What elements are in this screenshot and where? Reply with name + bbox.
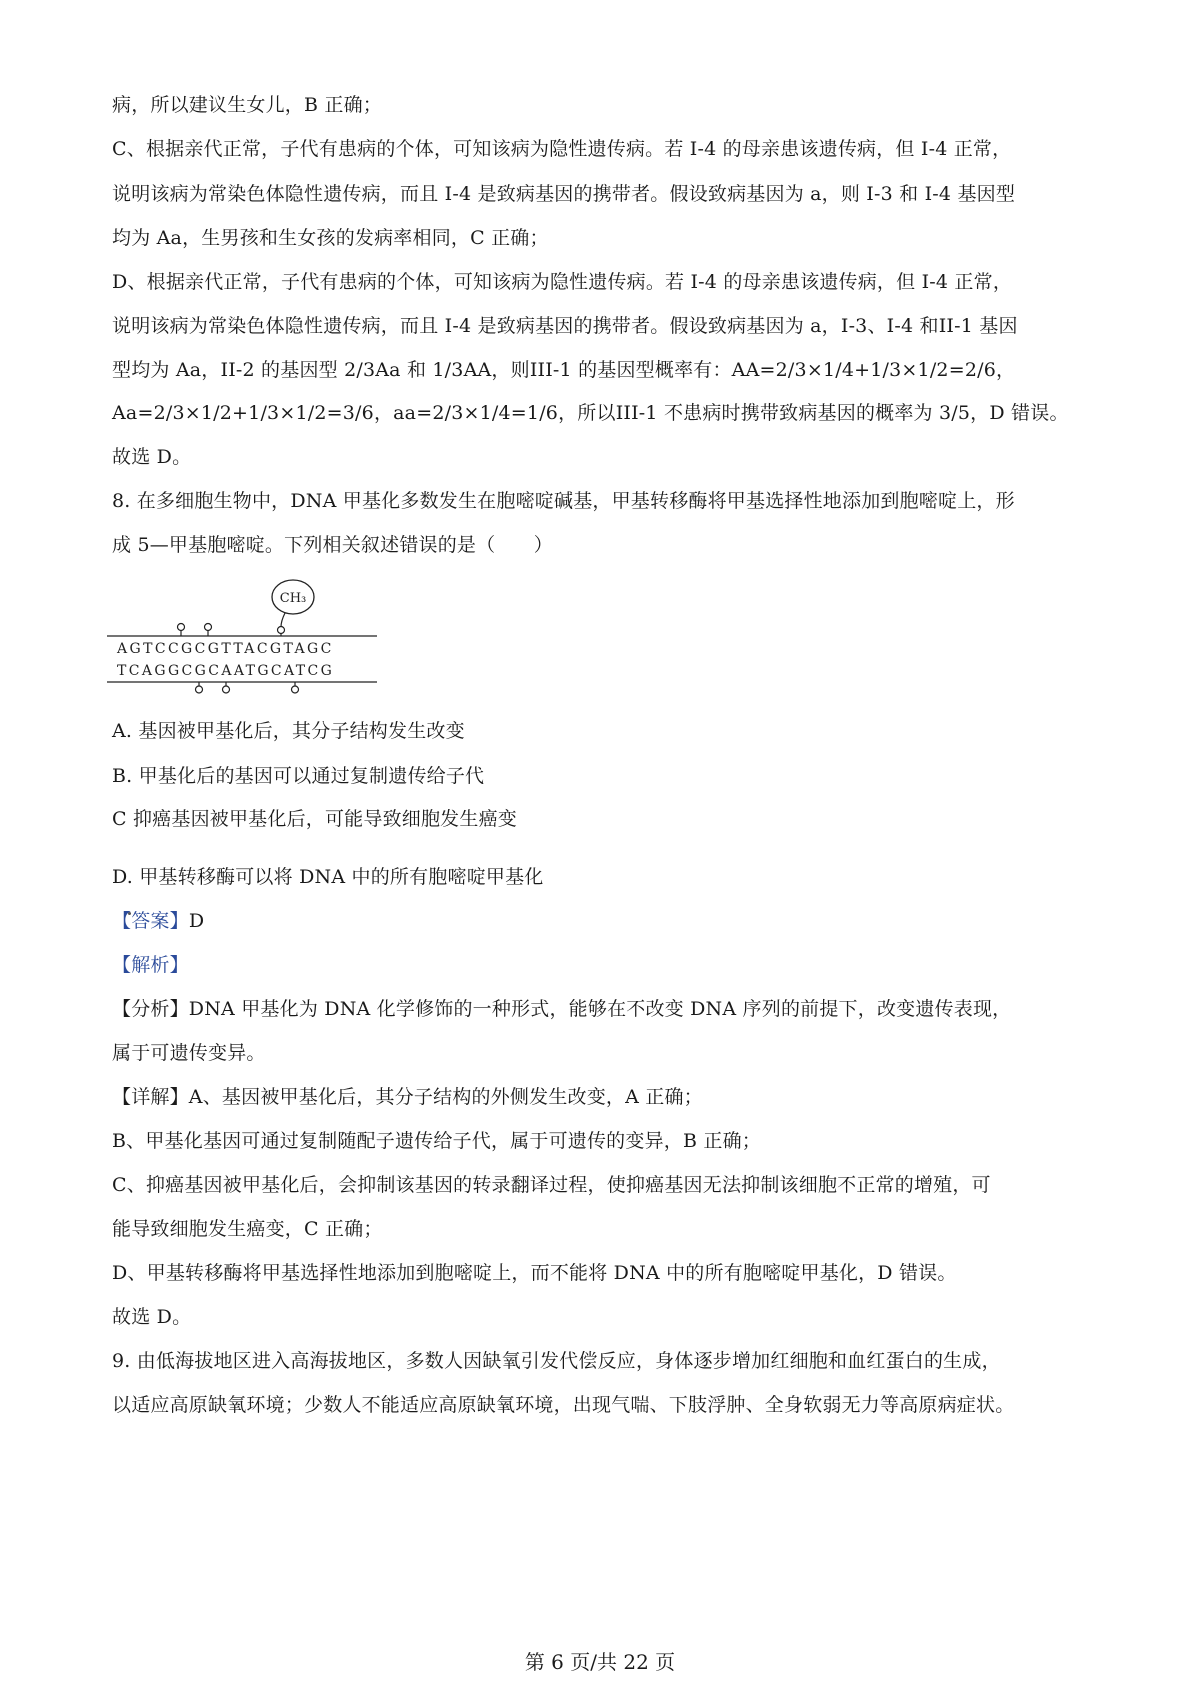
methyl-marker-bottom [223,686,230,693]
text-line: C、根据亲代正常，子代有患病的个体，可知该病为隐性遗传病。若 I-4 的母亲患该遗传病，但 I-4 正常， [112,138,1012,160]
text-line: 说明该病为常染色体隐性遗传病，而且 I-4 是致病基因的携带者。假设致病基因为 a，则 I-3 和 I-4 基因型 [112,183,1016,205]
text-line: 病，所以建议生女儿，B 正确； [112,94,383,116]
dna-strands-figure [105,575,385,695]
answer-line [112,907,204,935]
question-8-line: 成 5—甲基胞嘧啶。下列相关叙述错误的是（ ） [112,534,553,556]
question-9-line: 以适应高原缺氧环境；少数人不能适应高原缺氧环境，出现气喘、下肢浮肿、全身软弱无力等高原病症状。 [112,1394,1015,1416]
analysis-tag: 【解析】 [112,954,189,976]
methyl-marker-top [205,624,212,631]
analysis-line: 故选 D。 [112,1306,192,1328]
top-strand-sequence: AGTCCGCGTTACGTAGC [117,641,334,657]
analysis-line: B、甲基化基因可通过复制随配子遗传给子代，属于可遗传的变异，B 正确； [112,1130,761,1152]
methyl-balloon-tail [281,613,285,627]
question-9-line: 9. 由低海拔地区进入高海拔地区，多数人因缺氧引发代偿反应，身体逐步增加红细胞和血红蛋白的生成， [112,1350,1001,1372]
option-b: B. 甲基化后的基因可以通过复制遗传给子代 [112,765,485,787]
methyl-marker-bottom [292,686,299,693]
analysis-line: 【详解】A、基因被甲基化后，其分子结构的外侧发生改变，A 正确； [112,1086,703,1108]
text-line: 故选 D。 [112,446,192,468]
methyl-marker-top [178,624,185,631]
question-8-line: 8. 在多细胞生物中，DNA 甲基化多数发生在胞嘧啶碱基，甲基转移酶将甲基选择性地添加到胞嘧啶上，形 [112,490,1015,512]
answer-value: D [188,910,205,932]
analysis-line: 属于可遗传变异。 [112,1042,266,1064]
text-line: Aa=2/3×1/2+1/3×1/2=3/6，aa=2/3×1/4=1/6，所以III-1 不患病时携带致病基因的概率为 3/5，D 错误。 [112,402,1069,424]
text-line: 均为 Aa，生男孩和生女孩的发病率相同，C 正确； [112,227,549,249]
answer-tag: 【答案】 [112,910,189,932]
option-d: D. 甲基转移酶可以将 DNA 中的所有胞嘧啶甲基化 [112,866,544,888]
option-c: C 抑癌基因被甲基化后，可能导致细胞发生癌变 [112,808,517,830]
option-a: A. 基因被甲基化后，其分子结构发生改变 [112,720,465,742]
text-line: D、根据亲代正常，子代有患病的个体，可知该病为隐性遗传病。若 I-4 的母亲患该遗传病，但 I-4 正常， [112,271,1013,293]
text-line: 型均为 Aa，II-2 的基因型 2/3Aa 和 1/3AA，则III-1 的基因型概率有：AA=2/3×1/4+1/3×1/2=2/6， [112,359,1016,381]
methyl-marker-top [278,627,285,634]
text-line: 说明该病为常染色体隐性遗传病，而且 I-4 是致病基因的携带者。假设致病基因为 a，I-3、I-4 和II-1 基因 [112,315,1018,337]
analysis-line: 【分析】DNA 甲基化为 DNA 化学修饰的一种形式，能够在不改变 DNA 序列的前提下，改变遗传表现， [112,998,1012,1020]
methyl-label: CH₃ [279,591,307,606]
analysis-line: 能导致细胞发生癌变，C 正确； [112,1218,383,1240]
analysis-line: C、抑癌基因被甲基化后，会抑制该基因的转录翻译过程，使抑癌基因无法抑制该细胞不正常的增殖，可 [112,1174,991,1196]
bottom-strand-sequence: TCAGGCGCAATGCATCG [117,663,335,679]
methyl-marker-bottom [196,686,203,693]
analysis-line: D、甲基转移酶将甲基选择性地添加到胞嘧啶上，而不能将 DNA 中的所有胞嘧啶甲基化，D 错误。 [112,1262,957,1284]
page-number: 第 6 页/共 22 页 [524,1650,676,1674]
